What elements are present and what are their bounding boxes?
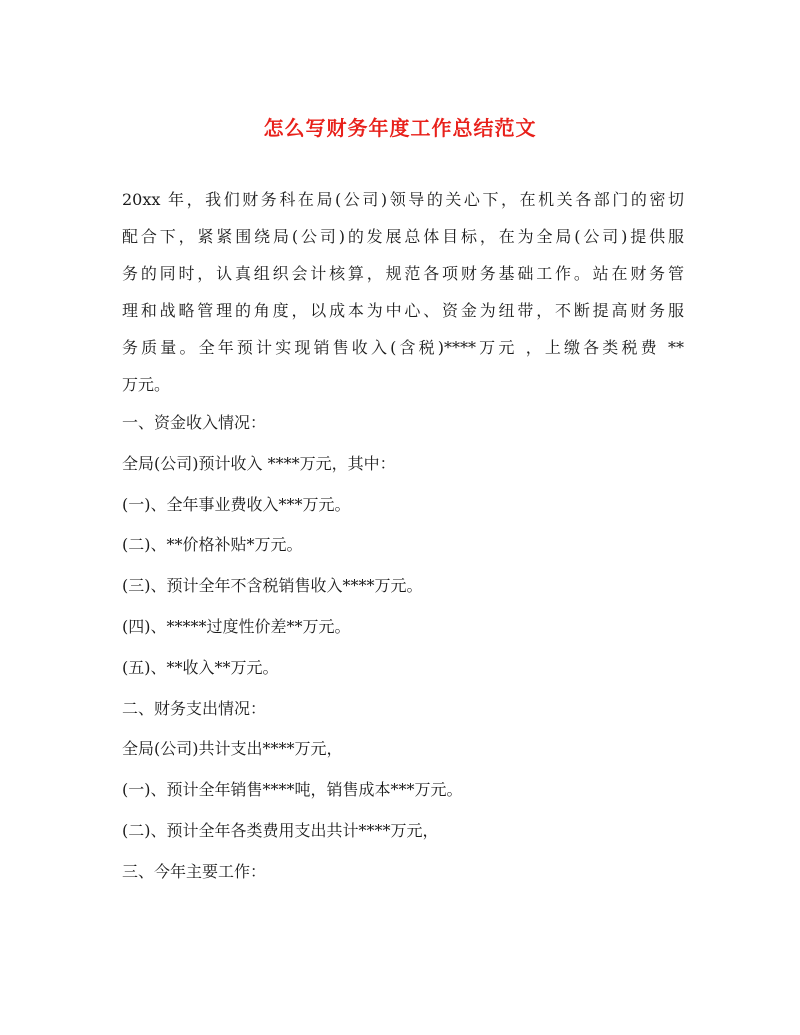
document-body (122, 181, 684, 893)
income-item: (四)、*****过度性价差**万元。 (122, 616, 351, 636)
section-heading-income: 一、资金收入情况： (122, 413, 267, 432)
intro-line: 20xx 年，我们财务科在局(公司)领导的关心下，在机关各部门的密切 (122, 190, 684, 209)
intro-line: 万元。 (122, 375, 171, 394)
document-title: 怎么写财务年度工作总结范文 (263, 116, 537, 140)
intro-line: 务质量。全年预计实现销售收入(含税)****万元 ，上缴各类税费 ** (122, 338, 684, 357)
expense-item: (一)、预计全年销售****吨，销售成本***万元。 (122, 780, 463, 800)
expense-item: (二)、预计全年各类费用支出共计****万元， (122, 820, 439, 840)
income-item: (五)、**收入**万元。 (122, 657, 279, 677)
intro-paragraph (122, 181, 684, 403)
income-total: 全局(公司)预计收入 ****万元，其中： (122, 453, 396, 473)
expense-total: 全局(公司)共计支出****万元， (122, 739, 343, 759)
section-heading-main-work: 三、今年主要工作： (122, 861, 267, 881)
intro-line: 理和战略管理的角度，以成本为中心、资金为纽带，不断提高财务服 (122, 301, 684, 320)
income-item: (二)、**价格补贴*万元。 (122, 535, 303, 555)
income-item: (三)、预计全年不含税销售收入****万元。 (122, 576, 423, 596)
section-heading-expense: 二、财务支出情况： (122, 698, 267, 718)
intro-line: 配合下，紧紧围绕局(公司)的发展总体目标，在为全局(公司)提供服 (122, 227, 684, 246)
intro-line: 务的同时，认真组织会计核算，规范各项财务基础工作。站在财务管 (122, 264, 684, 283)
income-item: (一)、全年事业费收入***万元。 (122, 494, 351, 514)
